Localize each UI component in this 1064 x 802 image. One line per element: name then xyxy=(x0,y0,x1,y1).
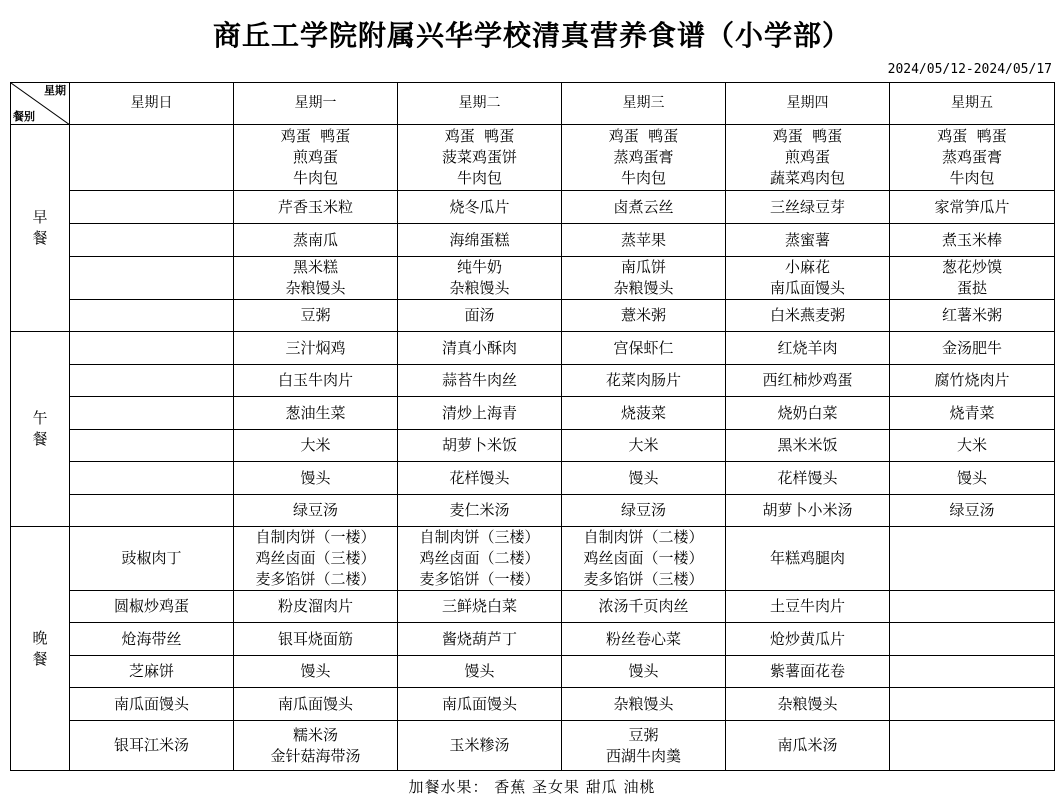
menu-cell-friday xyxy=(890,462,1055,495)
menu-cell-tuesday xyxy=(398,688,562,721)
menu-cell-monday xyxy=(234,688,398,721)
breakfast-row xyxy=(11,300,1055,332)
menu-cell-thursday xyxy=(726,191,890,224)
dish-name: 银耳烧面筋 xyxy=(277,629,353,648)
menu-cell-friday xyxy=(890,224,1055,257)
dish-name: 南瓜面馒头 xyxy=(441,694,517,713)
dish-name: 绿豆汤 xyxy=(620,501,666,519)
dish-name: 糯米汤 xyxy=(292,725,338,744)
dish-name: 麦多馅饼（三楼） xyxy=(583,570,704,588)
dish-name: 南瓜面馒头 xyxy=(277,694,353,713)
menu-cell-sunday xyxy=(70,191,234,224)
menu-cell-wednesday xyxy=(562,300,726,332)
dish-name: 馒头 xyxy=(628,662,659,680)
extra-fruits-note: 加餐水果： 香蕉 圣女果 甜瓜 油桃 xyxy=(408,778,656,796)
dish-name: 自制肉饼（一楼） xyxy=(255,528,376,546)
menu-cell-sunday xyxy=(70,591,234,623)
menu-cell-friday xyxy=(890,495,1055,527)
menu-cell-sunday xyxy=(70,300,234,332)
menu-cell-friday xyxy=(890,125,1055,191)
dish-name: 小麻花 xyxy=(784,258,830,276)
dish-name: 葱花炒馍 xyxy=(941,258,1002,276)
dinner-row xyxy=(11,527,1055,591)
header-tuesday: 星期二 xyxy=(398,83,562,125)
menu-cell-wednesday xyxy=(562,495,726,527)
lunch-row xyxy=(11,430,1055,462)
dish-name: 麦多馅饼（一楼） xyxy=(419,570,540,588)
menu-cell-friday xyxy=(890,191,1055,224)
menu-cell-wednesday xyxy=(562,191,726,224)
dish-name: 煮玉米棒 xyxy=(941,230,1002,249)
dish-name: 胡萝卜小米汤 xyxy=(762,501,853,519)
header-sunday: 星期日 xyxy=(70,83,234,125)
menu-cell-monday xyxy=(234,397,398,430)
dish-name: 馒头 xyxy=(464,662,495,680)
menu-cell-wednesday xyxy=(562,688,726,721)
menu-cell-friday xyxy=(890,688,1055,721)
dish-name: 煎鸡蛋 xyxy=(292,148,338,166)
lunch-label-char: 午 xyxy=(32,409,48,427)
dish-name: 豉椒肉丁 xyxy=(121,549,182,567)
dish-name: 烧青菜 xyxy=(949,403,995,422)
menu-cell-monday xyxy=(234,125,398,191)
menu-cell-sunday xyxy=(70,623,234,656)
dish-name: 绿豆汤 xyxy=(292,501,338,519)
lunch-label xyxy=(11,332,70,527)
dish-name: 烧冬瓜片 xyxy=(449,197,510,216)
dish-name: 南瓜米汤 xyxy=(777,736,838,754)
breakfast-label-char: 早 xyxy=(32,208,48,226)
menu-cell-tuesday xyxy=(398,332,562,365)
dish-name: 浓汤千页肉丝 xyxy=(598,597,689,615)
menu-cell-monday xyxy=(234,430,398,462)
dish-name: 蒸苹果 xyxy=(620,230,666,249)
menu-cell-tuesday xyxy=(398,300,562,332)
dish-name: 蒸南瓜 xyxy=(292,230,338,249)
dish-name: 杂粮馒头 xyxy=(285,279,346,297)
menu-cell-friday xyxy=(890,527,1055,591)
menu-cell-sunday xyxy=(70,495,234,527)
menu-cell-monday xyxy=(234,224,398,257)
menu-cell-thursday xyxy=(726,462,890,495)
dish-name: 清炒上海青 xyxy=(441,403,517,422)
menu-cell-friday xyxy=(890,623,1055,656)
menu-cell-thursday xyxy=(726,397,890,430)
lunch-row xyxy=(11,332,1055,365)
dish-name: 豆粥 xyxy=(300,306,331,324)
dish-name: 花菜肉肠片 xyxy=(605,371,681,389)
lunch-row xyxy=(11,495,1055,527)
dish-name: 牛肉包 xyxy=(620,169,666,187)
menu-cell-friday xyxy=(890,257,1055,300)
menu-cell-thursday xyxy=(726,527,890,591)
menu-cell-thursday xyxy=(726,224,890,257)
dish-name: 蒸鸡蛋膏 xyxy=(613,148,674,166)
menu-cell-sunday xyxy=(70,688,234,721)
menu-cell-friday xyxy=(890,332,1055,365)
menu-cell-sunday xyxy=(70,257,234,300)
menu-cell-monday xyxy=(234,300,398,332)
menu-cell-friday xyxy=(890,591,1055,623)
dish-name: 绿豆汤 xyxy=(949,501,995,519)
dish-name: 牛肉包 xyxy=(949,169,995,187)
date-range: 2024/05/12-2024/05/17 xyxy=(887,62,1052,77)
dish-name: 粉皮溜肉片 xyxy=(277,597,353,615)
menu-cell-thursday xyxy=(726,430,890,462)
menu-cell-friday xyxy=(890,721,1055,771)
dish-name: 红薯米粥 xyxy=(941,306,1002,324)
dish-name: 杂粮馒头 xyxy=(613,694,674,713)
dish-name: 薏米粥 xyxy=(620,306,666,324)
menu-cell-sunday xyxy=(70,125,234,191)
menu-cell-wednesday xyxy=(562,721,726,771)
dish-name: 纯牛奶 xyxy=(456,258,502,276)
dish-name: 南瓜饼 xyxy=(620,258,666,276)
menu-cell-tuesday xyxy=(398,623,562,656)
header-row xyxy=(11,83,1055,125)
dish-name: 自制肉饼（三楼） xyxy=(419,528,540,546)
dish-name: 鸡蛋 鸭蛋 xyxy=(937,127,1007,145)
menu-cell-wednesday xyxy=(562,332,726,365)
menu-cell-tuesday xyxy=(398,224,562,257)
menu-cell-wednesday xyxy=(562,623,726,656)
menu-cell-tuesday xyxy=(398,257,562,300)
dish-name: 三丝绿豆芽 xyxy=(769,197,845,216)
dinner-row xyxy=(11,721,1055,771)
dish-name: 南瓜面馒头 xyxy=(113,694,189,713)
dish-name: 馒头 xyxy=(628,468,659,487)
dish-name: 家常笋瓜片 xyxy=(934,197,1010,216)
menu-cell-wednesday xyxy=(562,397,726,430)
breakfast-row xyxy=(11,257,1055,300)
dish-name: 面汤 xyxy=(464,306,495,324)
dish-name: 玉米糁汤 xyxy=(449,736,510,754)
menu-cell-friday xyxy=(890,430,1055,462)
dish-name: 鸡蛋 鸭蛋 xyxy=(280,127,351,145)
dish-name: 芹香玉米粒 xyxy=(277,197,353,216)
menu-cell-tuesday xyxy=(398,527,562,591)
menu-cell-tuesday xyxy=(398,430,562,462)
lunch-row xyxy=(11,365,1055,397)
menu-cell-thursday xyxy=(726,495,890,527)
menu-cell-tuesday xyxy=(398,365,562,397)
breakfast-row xyxy=(11,224,1055,257)
dish-name: 牛肉包 xyxy=(292,169,338,187)
menu-cell-wednesday xyxy=(562,224,726,257)
menu-cell-monday xyxy=(234,191,398,224)
menu-cell-thursday xyxy=(726,125,890,191)
menu-cell-wednesday xyxy=(562,365,726,397)
dish-name: 花样馒头 xyxy=(777,468,838,487)
dish-name: 自制肉饼（二楼） xyxy=(583,528,704,546)
dish-name: 白米燕麦粥 xyxy=(769,306,845,324)
dish-name: 海绵蛋糕 xyxy=(449,230,510,249)
dish-name: 圆椒炒鸡蛋 xyxy=(113,597,189,615)
dish-name: 麦仁米汤 xyxy=(449,501,510,519)
header-friday: 星期五 xyxy=(890,83,1055,125)
menu-cell-thursday xyxy=(726,332,890,365)
menu-cell-tuesday xyxy=(398,125,562,191)
breakfast-label-char: 餐 xyxy=(32,229,48,247)
dish-name: 蛋挞 xyxy=(956,279,987,297)
dish-name: 蒸蜜薯 xyxy=(784,230,830,249)
dish-name: 三汁焖鸡 xyxy=(285,338,346,357)
menu-cell-tuesday xyxy=(398,191,562,224)
menu-cell-thursday xyxy=(726,656,890,688)
dish-name: 卤煮云丝 xyxy=(613,197,674,216)
menu-cell-friday xyxy=(890,300,1055,332)
header-thursday: 星期四 xyxy=(726,83,890,125)
dinner-label xyxy=(11,527,70,771)
menu-cell-monday xyxy=(234,332,398,365)
dish-name: 蔬菜鸡肉包 xyxy=(769,169,845,187)
dish-name: 宫保虾仁 xyxy=(613,338,674,357)
dinner-row xyxy=(11,591,1055,623)
menu-cell-wednesday xyxy=(562,257,726,300)
dish-name: 土豆牛肉片 xyxy=(769,597,845,615)
menu-cell-sunday xyxy=(70,462,234,495)
corner-weekday-label: 星期 xyxy=(44,84,66,97)
dish-name: 大米 xyxy=(300,436,331,454)
menu-cell-sunday xyxy=(70,430,234,462)
dinner-row xyxy=(11,623,1055,656)
menu-cell-monday xyxy=(234,495,398,527)
menu-cell-thursday xyxy=(726,623,890,656)
dish-name: 胡萝卜米饭 xyxy=(441,436,517,454)
lunch-row xyxy=(11,397,1055,430)
dish-name: 鸡蛋 鸭蛋 xyxy=(608,127,679,145)
dish-name: 黑米米饭 xyxy=(777,436,838,454)
dinner-label-char: 餐 xyxy=(32,649,48,668)
lunch-label-char: 餐 xyxy=(32,430,48,448)
menu-cell-monday xyxy=(234,365,398,397)
dish-name: 鸡蛋 鸭蛋 xyxy=(444,127,515,145)
menu-cell-thursday xyxy=(726,365,890,397)
menu-cell-thursday xyxy=(726,257,890,300)
dish-name: 牛肉包 xyxy=(456,169,502,187)
menu-cell-tuesday xyxy=(398,495,562,527)
dish-name: 年糕鸡腿肉 xyxy=(769,549,845,567)
page-title: 商丘工学院附属兴华学校清真营养食谱（小学部） xyxy=(212,19,851,52)
dish-name: 红烧羊肉 xyxy=(777,338,838,357)
dish-name: 杂粮馒头 xyxy=(613,279,674,297)
dish-name: 西红柿炒鸡蛋 xyxy=(762,371,853,389)
dish-name: 麦多馅饼（二楼） xyxy=(255,570,376,588)
dish-name: 馒头 xyxy=(300,468,331,487)
menu-cell-thursday xyxy=(726,591,890,623)
corner-meal-label: 餐别 xyxy=(13,110,35,123)
dish-name: 银耳江米汤 xyxy=(113,736,189,754)
menu-cell-monday xyxy=(234,257,398,300)
menu-cell-wednesday xyxy=(562,462,726,495)
menu-table xyxy=(10,82,1055,771)
menu-cell-monday xyxy=(234,623,398,656)
header-wednesday: 星期三 xyxy=(562,83,726,125)
dish-name: 煎鸡蛋 xyxy=(784,148,830,166)
dish-name: 鸡丝卤面（一楼） xyxy=(583,549,704,567)
dish-name: 酱烧葫芦丁 xyxy=(441,629,517,648)
menu-cell-thursday xyxy=(726,300,890,332)
dish-name: 金针菇海带汤 xyxy=(270,746,361,765)
dish-name: 馒头 xyxy=(300,662,331,680)
dish-name: 炝海带丝 xyxy=(121,629,182,648)
dish-name: 腐竹烧肉片 xyxy=(934,371,1010,389)
dish-name: 菠菜鸡蛋饼 xyxy=(441,148,517,166)
menu-cell-monday xyxy=(234,462,398,495)
dish-name: 粉丝卷心菜 xyxy=(605,629,681,648)
dish-name: 豆粥 xyxy=(628,725,659,744)
breakfast-row xyxy=(11,125,1055,191)
dish-name: 葱油生菜 xyxy=(285,403,346,422)
menu-cell-sunday xyxy=(70,365,234,397)
dish-name: 鸡蛋 鸭蛋 xyxy=(772,127,843,145)
lunch-row xyxy=(11,462,1055,495)
dish-name: 清真小酥肉 xyxy=(441,338,517,357)
dish-name: 炝炒黄瓜片 xyxy=(769,629,845,648)
menu-cell-wednesday xyxy=(562,125,726,191)
dinner-label-char: 晚 xyxy=(32,628,48,647)
dish-name: 馒头 xyxy=(956,468,987,487)
dish-name: 花样馒头 xyxy=(449,468,510,487)
menu-cell-wednesday xyxy=(562,527,726,591)
dish-name: 芝麻饼 xyxy=(128,662,174,680)
corner-cell xyxy=(11,83,70,125)
menu-cell-sunday xyxy=(70,656,234,688)
dish-name: 鸡丝卤面（三楼） xyxy=(255,549,376,567)
menu-cell-tuesday xyxy=(398,462,562,495)
menu-cell-tuesday xyxy=(398,656,562,688)
dish-name: 蒸鸡蛋膏 xyxy=(941,148,1002,166)
menu-cell-sunday xyxy=(70,332,234,365)
menu-cell-monday xyxy=(234,721,398,771)
dinner-row xyxy=(11,656,1055,688)
menu-cell-wednesday xyxy=(562,591,726,623)
dish-name: 杂粮馒头 xyxy=(777,694,838,713)
menu-cell-monday xyxy=(234,527,398,591)
dish-name: 白玉牛肉片 xyxy=(277,371,353,389)
menu-cell-tuesday xyxy=(398,397,562,430)
dish-name: 黑米糕 xyxy=(292,258,338,276)
menu-cell-monday xyxy=(234,591,398,623)
header-monday: 星期一 xyxy=(234,83,398,125)
dish-name: 烧奶白菜 xyxy=(777,403,838,422)
menu-cell-wednesday xyxy=(562,430,726,462)
dish-name: 西湖牛肉羹 xyxy=(605,746,681,765)
dish-name: 南瓜面馒头 xyxy=(769,279,845,297)
menu-cell-friday xyxy=(890,656,1055,688)
menu-cell-sunday xyxy=(70,527,234,591)
menu-cell-friday xyxy=(890,397,1055,430)
breakfast-label xyxy=(11,125,70,332)
menu-cell-sunday xyxy=(70,397,234,430)
dish-name: 鸡丝卤面（二楼） xyxy=(419,549,540,567)
menu-cell-friday xyxy=(890,365,1055,397)
dish-name: 杂粮馒头 xyxy=(449,279,510,297)
menu-cell-monday xyxy=(234,656,398,688)
menu-cell-tuesday xyxy=(398,721,562,771)
menu-cell-tuesday xyxy=(398,591,562,623)
dish-name: 蒜苔牛肉丝 xyxy=(441,371,517,389)
breakfast-row xyxy=(11,191,1055,224)
dish-name: 紫薯面花卷 xyxy=(769,662,845,680)
dish-name: 大米 xyxy=(956,436,987,454)
dish-name: 三鲜烧白菜 xyxy=(441,597,517,615)
dish-name: 金汤肥牛 xyxy=(941,338,1002,357)
menu-cell-wednesday xyxy=(562,656,726,688)
dish-name: 烧菠菜 xyxy=(620,403,666,422)
menu-cell-sunday xyxy=(70,721,234,771)
menu-cell-sunday xyxy=(70,224,234,257)
dish-name: 大米 xyxy=(628,436,659,454)
menu-cell-thursday xyxy=(726,688,890,721)
dinner-row xyxy=(11,688,1055,721)
menu-cell-thursday xyxy=(726,721,890,771)
